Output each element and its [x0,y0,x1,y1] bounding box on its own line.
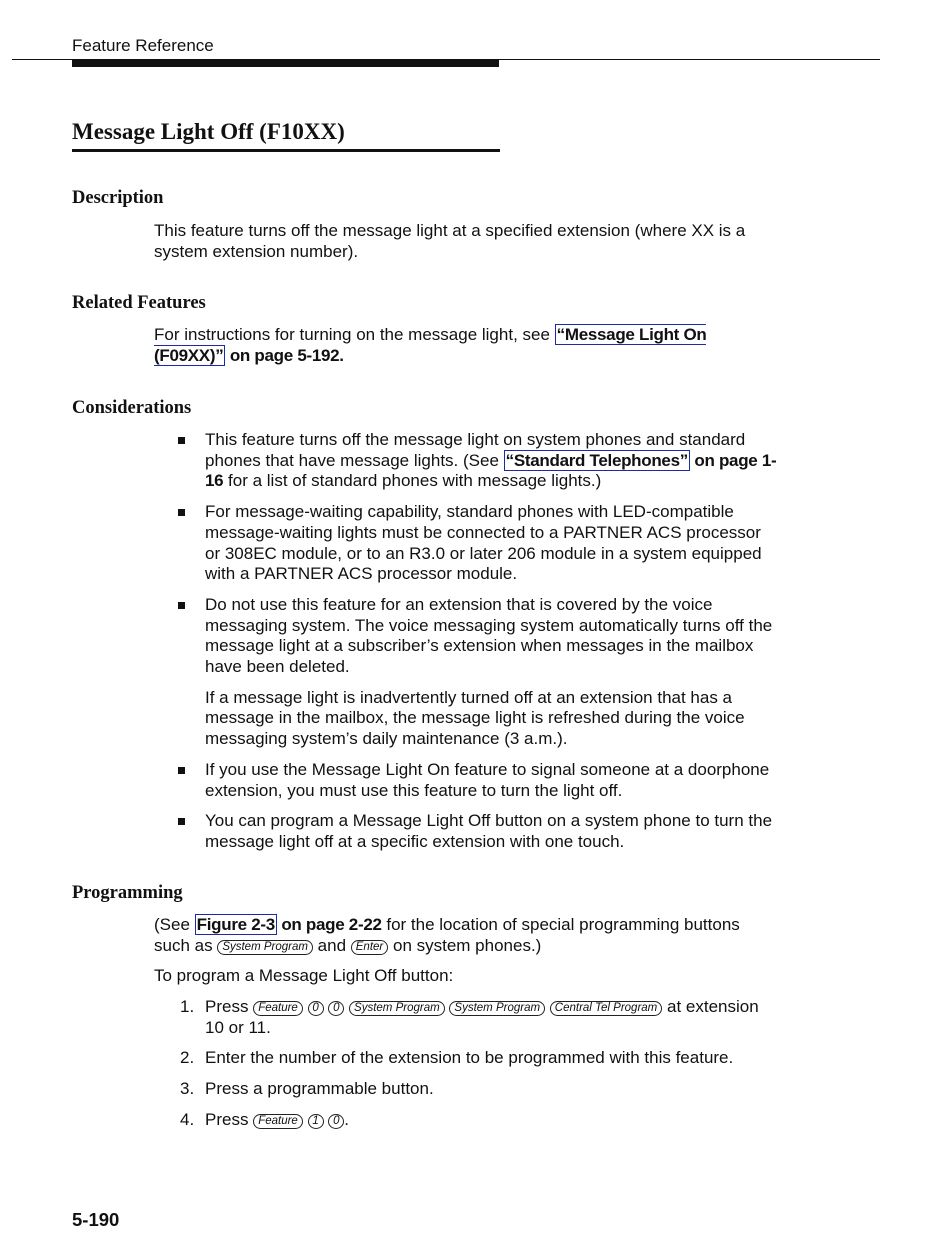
step-text: Press a programmable button. [205,1079,434,1099]
considerations-list [178,430,778,863]
running-header: Feature Reference [72,36,214,55]
feature-key: Feature [253,1114,303,1129]
list-item [178,811,778,852]
programming-see-note [154,915,779,956]
step-number: 4. [180,1109,195,1129]
title-rule [72,149,500,152]
list-item [178,502,778,585]
enter-key: Enter [351,940,389,955]
see-open: (See [154,915,195,934]
bullet-text: If you use the Message Light On feature to signal someone at a doorphone extension, you must use this feature to turn the light off. [205,759,770,800]
digit-0-key: 0 [328,1114,344,1129]
considerations-heading: Considerations [72,398,192,418]
programming-intro: To program a Message Light Off button: [154,966,454,985]
related-page-ref: on page 5-192. [225,345,344,365]
programming-heading: Programming [72,883,183,903]
step-text-after: at extension 10 or 11. [205,997,759,1037]
see-mid: for the location of special programming buttons such as [154,915,740,955]
digit-0-key: 0 [328,1001,344,1016]
header-bar [72,60,499,67]
bullet-text: You can program a Message Light Off button on a system phone to turn the message light off at a specific extension with one touch. [205,811,773,851]
list-item [178,1110,778,1131]
step-number: 1. [180,997,195,1016]
press-text: Press [205,1109,254,1129]
digit-0-key: 0 [308,1001,324,1016]
step-end: . [344,1109,350,1129]
figure-page-ref: on page 2-22 [276,915,382,934]
figure-2-3-link[interactable]: Figure 2-3 [196,915,275,934]
bullet-subparagraph: If a message light is inadvertently turned off at an extension that has a message in the mailbox, the message light is refreshed during the voice messaging system’s daily maintenance (3 a.m.). [205,687,745,749]
bullet-text: For message-waiting capability, standard phones with LED-compatible message-waiting lights must be connected to a PARTNER ACS processor or 308EC module, or to an R3.0 or later 206 module in a system equipped with a PARTNER ACS processor module. [205,502,762,584]
system-program-key: System Program [449,1001,545,1016]
and-text: and [312,935,351,955]
feature-key: Feature [253,1001,303,1016]
page-number: 5-190 [72,1209,120,1230]
programming-steps [178,997,778,1141]
bullet-icon [178,509,185,516]
page-title: Message Light Off (F10XX) [72,119,345,144]
list-item [178,1048,778,1069]
bullet-icon [178,602,185,609]
step-text: Enter the number of the extension to be programmed with this feature. [205,1048,734,1068]
digit-1-key: 1 [308,1114,324,1129]
list-item [178,430,778,492]
message-light-on-link[interactable]: “Message Light On (F09XX)” [154,325,707,365]
central-tel-program-key: Central Tel Program [550,1001,662,1016]
list-item [178,997,778,1038]
see-close: on system phones.) [388,935,542,955]
description-text: This feature turns off the message light at a specified extension (where XX is a system extension number). [154,221,746,261]
system-program-key: System Program [217,940,313,955]
bullet-text-after: for a list of standard phones with message lights.) [223,471,602,491]
related-features-text [154,325,779,366]
related-features-heading: Related Features [72,293,206,313]
list-item [178,595,778,750]
related-text-before: For instructions for turning on the message light, see [154,325,555,344]
system-program-key: System Program [349,1001,445,1016]
step-number: 3. [180,1079,195,1099]
bullet-icon [178,767,185,774]
bullet-text: This feature turns off the message light on system phones and standard phones that have message lights. (See [205,430,746,470]
list-item [178,1079,778,1100]
bullet-icon [178,437,185,444]
bullet-icon [178,818,185,825]
bullet-text: Do not use this feature for an extension that is covered by the voice messaging system. The voice messaging system automatically turns off the message light at a subscriber’s extension when messages in the mailbox have been deleted. [205,594,773,677]
standard-telephones-link[interactable]: “Standard Telephones” [505,450,688,470]
bullet-page-ref: on page 1-16 [205,450,777,491]
list-item [178,760,778,801]
description-heading: Description [72,188,164,208]
step-number: 2. [180,1048,195,1068]
press-text: Press [205,997,254,1016]
